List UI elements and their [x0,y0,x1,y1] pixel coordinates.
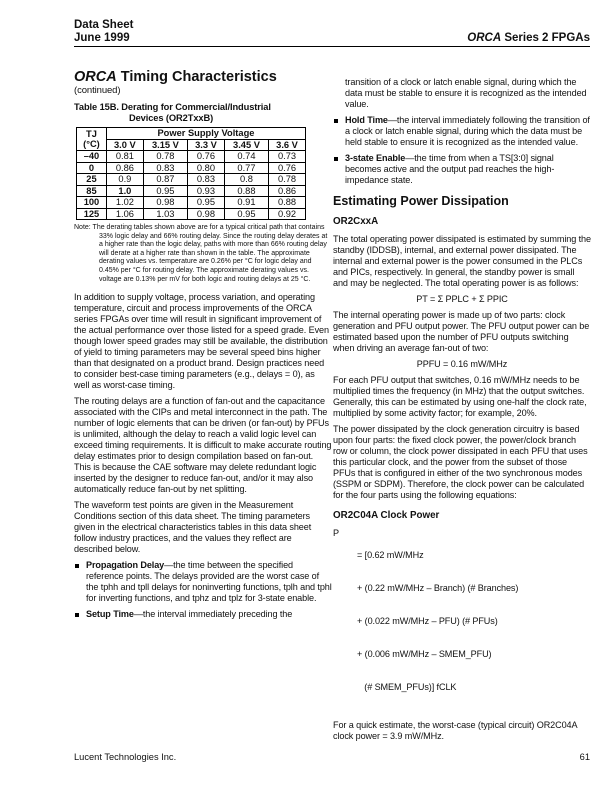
temperature-cell: –40 [77,151,107,163]
derating-cell: 0.78 [143,151,187,163]
derating-cell: 0.88 [224,185,268,197]
column-header: 3.45 V [224,139,268,151]
doc-type: Data Sheet [74,19,134,31]
caption-line: Devices (OR2TxxB) [129,113,214,123]
derating-cell: 1.03 [143,208,187,220]
derating-cell: 0.80 [187,162,224,174]
table-row [77,197,306,209]
temperature-cell: 85 [77,185,107,197]
page-number: 61 [579,752,590,762]
table-row [77,185,306,197]
section-heading: Estimating Power Dissipation [333,194,509,208]
series-title: Series 2 FPGAs [501,32,590,44]
equation-line: + (0.006 mW/MHz – SMEM_PFU) [357,649,492,659]
derating-cell: 0.95 [224,208,268,220]
equation-line: + (0.022 mW/MHz – PFU) (# PFUs) [357,616,498,626]
equation-line: (# SMEM_PFUs)] fCLK [357,682,457,692]
doc-date: June 1999 [74,32,130,44]
paragraph: transition of a clock or latch enable signal, during which the data must be stable to ensure it is recognized as the intended value. [345,77,587,109]
footer-company: Lucent Technologies Inc. [74,752,177,762]
derating-cell: 0.78 [269,174,306,186]
derating-cell: 0.8 [224,174,268,186]
paragraph: For a quick estimate, the worst-case (typical circuit) OR2C04A clock power = 3.9 mW/MHz. [333,720,577,741]
derating-cell: 0.91 [224,197,268,209]
derating-cell: 1.06 [106,208,143,220]
equation-line: + (0.22 mW/MHz – Branch) (# Branches) [357,583,519,593]
column-header: 3.0 V [106,139,143,151]
derating-cell: 0.98 [187,208,224,220]
brand: ORCA [467,32,502,44]
derating-cell: 0.88 [269,197,306,209]
paragraph: The power dissipated by the clock generation circuitry is based upon four parts: the fixed clock power, the power/clock branch row or column, the clock power dissipated in each PFU that uses this particular clock, and the power from the subset of those PFUs that is configured in either of the two synchronous modes (SSPM or SDPM). Therefore, the clock power can be calculated for the four parts using the following equations: [333,424,588,500]
derating-cell: 0.87 [143,174,187,186]
brand: ORCA [74,69,117,85]
derating-cell: 0.76 [269,162,306,174]
equation: PPFU = 0.16 mW/MHz [416,359,508,369]
caption-line: Table 15B. Derating for Commercial/Industrial [74,102,271,112]
derating-cell: 0.93 [187,185,224,197]
column-header: 3.6 V [269,139,306,151]
header-right [467,32,590,45]
derating-table [76,127,306,220]
derating-cell: 0.98 [143,197,187,209]
column-headers [77,139,306,151]
paragraph: In addition to supply voltage, process variation, and operating temperature, circuit and process improvements of the ORCA series FPGAs over time will result in significant improvement of the actual performance over those listed for a speed grade. Even though lower speed grades may still be available, the distribution of yield to timing parameters may be several speed bins higher than that designated on a product brand. Design practices need to consider best-case timing parameters (e.g., delays = 0), as well as worst-case timing. [74,292,329,391]
temperature-cell: 0 [77,162,107,174]
derating-cell: 0.76 [187,151,224,163]
equation-line: = [0.62 mW/MHz [357,550,424,560]
subsection-heading: OR2C04A Clock Power [333,510,440,521]
derating-cell: 0.95 [143,185,187,197]
paragraph: The waveform test points are given in the Measurement Conditions section of this data sheet. The timing parameters given in the electrical characteristics tables in this data sheet follow industry practices, and the values they reflect are described below. [74,500,312,555]
equation-symbol: P [333,528,339,538]
derating-cell: 0.92 [269,208,306,220]
table-caption [74,102,332,124]
table-note: Note: The derating tables shown above are for a typical critical path that contains 33% logic delay and 66% routing delay. Since the routing delay derates at a higher rate than the logic delay, paths with more than 66% routing delay will derate at a higher rate than shown in the table. The approximate derating values vs. temperature are 0.26% per °C for logic delay and 0.45% per °C for routing delay. The approximate derating values vs. voltage are 0.13% per mV for both logic and routing delays at 25 °C. [74,224,328,283]
table-row [77,208,306,220]
tj-header: TJ (°C) [77,128,107,151]
clock-power-equation [333,528,591,715]
temperature-cell: 25 [77,174,107,186]
table-row [77,174,306,186]
bullet-item: Setup Time—the interval immediately preceding the [74,609,332,620]
bullet-item: Hold Time—the interval immediately following the transition of a clock or latch enable signal, during which the data must be held stable to ensure it is recognized as the intended value. [333,115,591,148]
derating-cell: 1.02 [106,197,143,209]
derating-cell: 0.74 [224,151,268,163]
derating-cell: 0.83 [143,162,187,174]
header-left [74,19,133,45]
subtitle: (continued) [74,85,121,96]
paragraph: The routing delays are a function of fan-out and the capacitance associated with the CIPs and metal interconnect in the path. The number of logic elements that can be driven (or fan-out) by PFUs is unlimited, although the delay to reach a valid logic level can exceed timing requirements. It is difficult to make accurate routing delay estimates prior to design compilation based on fan-out. This is because the CAE software may delete redundant logic inserted by the designer to reduce fan-out, and/or it may also automatically reduce fan-out by net splitting. [74,396,332,495]
table-row [77,162,306,174]
bullet-item: Propagation Delay—the time between the specified reference points. The delays provided are the worst case of the tphh and tpll delays for noninverting functions, tplh and tphl for inverting functions, and tphz and tplz for 3-state enable. [74,560,332,604]
right-column [333,77,591,747]
derating-cell: 0.81 [106,151,143,163]
temperature-cell: 100 [77,197,107,209]
left-column [74,69,332,625]
derating-cell: 0.95 [187,197,224,209]
derating-cell: 1.0 [106,185,143,197]
header-rule [74,46,590,47]
paragraph: The total operating power dissipated is estimated by summing the standby (IDDSB), internal, and external power dissipated. The internal and external power is the power consumed in the PLCs and PICs, respectively. In general, the standby power is small and may be neglected. The total operating power is as follows: [333,234,591,288]
column-header: 3.15 V [143,139,187,151]
subsection-heading: OR2CxxA [333,216,379,227]
column-header: 3.3 V [187,139,224,151]
table-row [77,151,306,163]
group-header: Power Supply Voltage [106,128,305,140]
derating-cell: 0.83 [187,174,224,186]
derating-cell: 0.86 [269,185,306,197]
temperature-cell: 125 [77,208,107,220]
title-text: Timing Characteristics [116,69,277,85]
paragraph: The internal operating power is made up of two parts: clock generation and PFU output power. The PFU output power can be estimated based upon the number of PFU outputs switching when driving an average fan-out of two: [333,310,590,353]
derating-cell: 0.73 [269,151,306,163]
equation: PT = Σ PPLC + Σ PPIC [416,294,508,304]
derating-cell: 0.86 [106,162,143,174]
derating-cell: 0.9 [106,174,143,186]
bullet-item: 3-state Enable—the time from when a TS[3:0] signal becomes active and the output pad reaches the high-impedance state. [333,153,591,186]
paragraph: For each PFU output that switches, 0.16 mW/MHz needs to be multiplied times the frequency (in MHz) that the output switches. Generally, this can be estimated by using one-half the clock rate, multiplied by some activity factor; for example, 20%. [333,375,587,418]
section-title [74,69,332,85]
derating-cell: 0.77 [224,162,268,174]
